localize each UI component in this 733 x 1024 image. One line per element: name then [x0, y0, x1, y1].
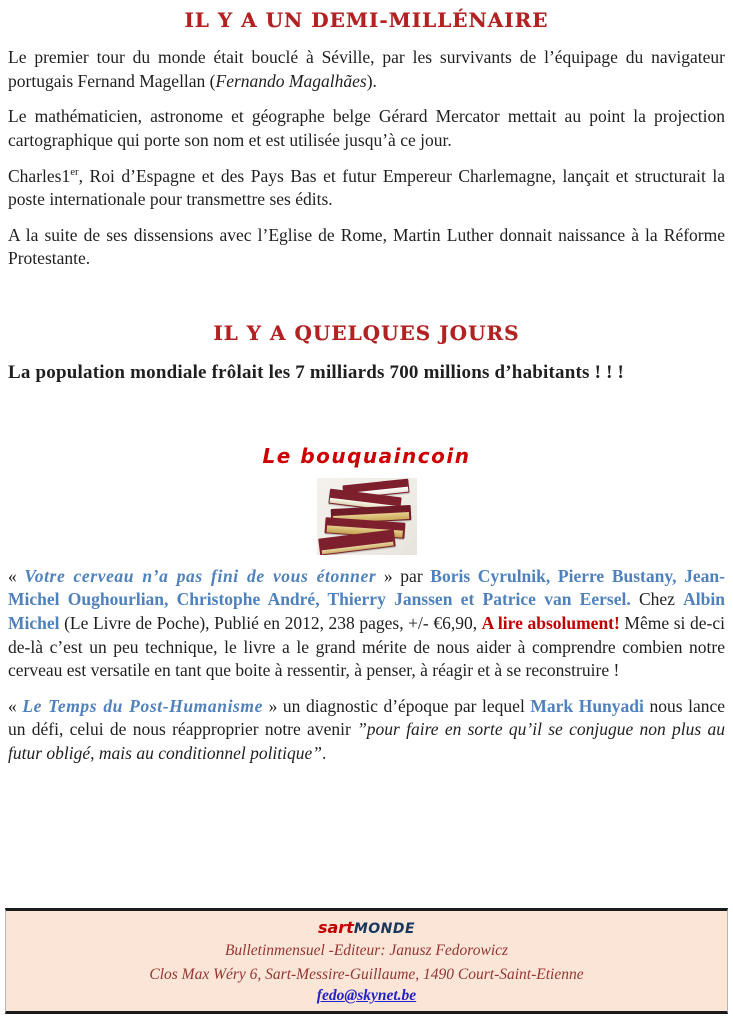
paragraph-cerveau-book: [8, 565, 725, 683]
text-segment: Le mathématicien, astronome et géographe belge Gérard Mercator mettait au point la projection cartographique qui porte son nom et est utilisée jusqu’à ce jour.: [8, 106, 725, 150]
paragraph-magellan: [8, 46, 725, 93]
footer-editor-line: Bulletinmensuel -Editeur: Janusz Fedorowicz: [224, 941, 509, 959]
bouquaincoin-title: Le bouquaincoin: [262, 443, 471, 468]
heading-half-millennium: IL Y A UN DEMI-MILLÉNAIRE: [184, 8, 549, 32]
text-segment: nous lance un défi, celui de nous réapproprier notre avenir: [8, 695, 725, 740]
logo-sart-text: sart: [317, 918, 354, 937]
sartmonde-logo: [6, 918, 727, 938]
text-segment: » par: [376, 565, 431, 586]
text-segment: Charles1: [8, 165, 71, 186]
text-segment: er: [70, 165, 79, 178]
text-segment: , Roi d’Espagne et des Pays Bas et futur Empereur Charlemagne, lançait et structurait la poste internationale pour transmettre ses édits.: [8, 165, 725, 210]
text-segment: Albin Michel: [8, 589, 725, 633]
text-segment: (Le Livre de Poche), Publié en 2012, 238 pages, +/- €6,90,: [59, 612, 482, 633]
books-stack-image: [317, 478, 417, 555]
text-segment: Mark Hunyadi: [530, 695, 644, 716]
heading-few-days: IL Y A QUELQUES JOURS: [213, 321, 520, 345]
population-statement: La population mondiale frôlait les 7 milliards 700 millions d’habitants ! ! !: [8, 362, 625, 383]
paragraph-mercator: [8, 105, 725, 152]
text-segment: Votre cerveau n’a pas fini de vous étonner: [24, 565, 377, 586]
text-segment: «: [8, 695, 23, 716]
text-segment: Boris Cyrulnik, Pierre Bustany, Jean-Michel Oughourlian, Christophe André, Thierry Janssen et Patrice van Eersel.: [8, 565, 725, 610]
paragraph-posthumanisme-book: [8, 695, 725, 766]
text-segment: A la suite de ses dissensions avec l’Eglise de Rome, Martin Luther donnait naissance à la Réforme Protestante.: [8, 224, 725, 269]
text-segment: Le Temps du Post-Humanisme: [22, 695, 264, 716]
text-segment: Chez: [630, 589, 684, 610]
text-segment: » un diagnostic d’époque par lequel: [263, 695, 531, 716]
text-segment: Le premier tour du monde était bouclé à Séville, par les survivants de l’équipage du navigateur portugais Fernand Magellan (: [8, 47, 725, 91]
text-segment: ).: [366, 70, 377, 91]
text-segment: .: [322, 743, 327, 764]
footer-address-line: Clos Max Wéry 6, Sart-Messire-Guillaume, 1490 Court-Saint-Etienne: [149, 966, 584, 984]
footer-box: [5, 908, 728, 1014]
paragraph-charles: [8, 165, 725, 212]
email-link[interactable]: fedo@skynet.be: [316, 987, 417, 1005]
book-pages: [321, 541, 394, 554]
paragraph-luther: [8, 224, 725, 271]
text-segment: Même si de-ci de-là c’est un peu technique, le livre a le grand mérite de nous aider à comprendre combien notre cerveau est versatile en tant que boite à ressentir, à penser, à réagir et à se reconstruire !: [8, 612, 725, 681]
text-segment: A lire absolument!: [481, 612, 620, 633]
logo-monde-text: MONDE: [353, 921, 416, 937]
text-segment: «: [8, 565, 25, 586]
text-segment: ”pour faire en sorte qu’il se conjugue non plus au futur obligé, mais au conditionnel politique”: [8, 719, 725, 764]
text-segment: Fernando Magalhães: [215, 70, 367, 91]
